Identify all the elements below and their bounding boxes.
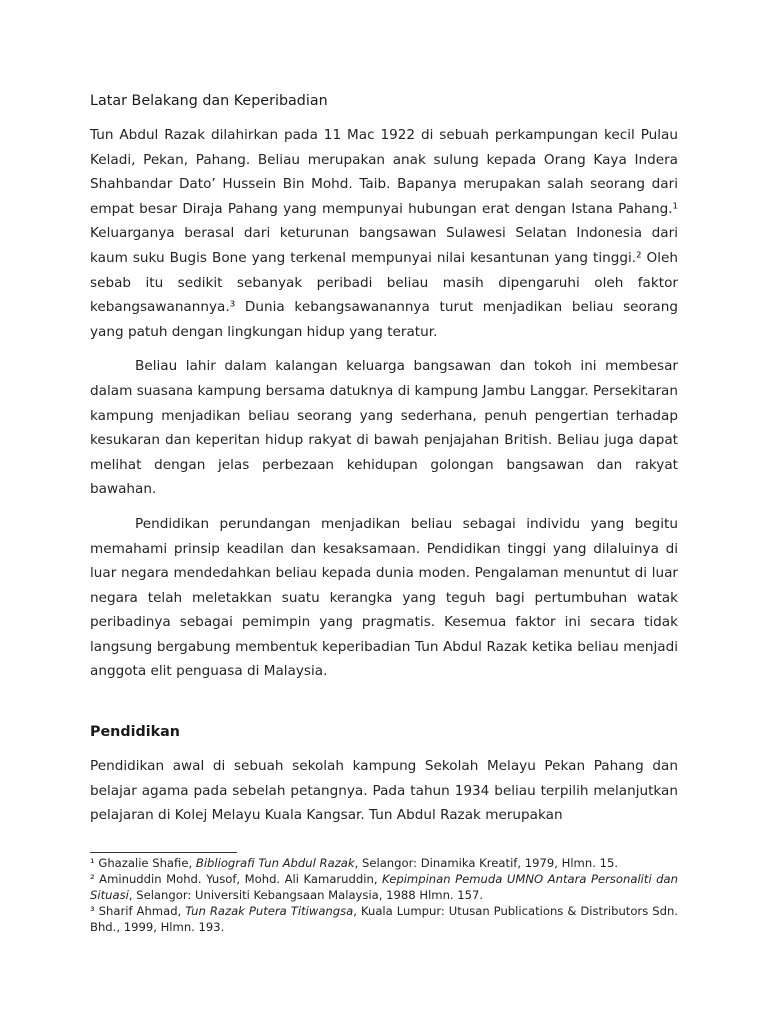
footnote-author: Sharif Ahmad,: [94, 904, 186, 918]
section-heading-education: Pendidikan: [90, 724, 180, 741]
footnote-title: Tun Razak Putera Titiwangsa: [185, 904, 354, 918]
paragraph-text: Keluarganya berasal dari keturunan bangsawan Sulawesi Selatan Indonesia dari kaum suku Bugis Bone yang terkenal mempunyai nilai kesantunan yang tinggi.: [90, 225, 678, 266]
paragraph-text: Oleh sebab itu sedikit sebanyak peribadi beliau masih dipengaruhi oleh faktor kebangsawanannya.: [90, 249, 678, 316]
footnote-publisher: , Selangor: Dinamika Kreatif, 1979, Hlmn. 15.: [354, 856, 619, 870]
footnote-title: Bibliografi Tun Abdul Razak: [195, 856, 355, 870]
document-page: [90, 90, 678, 828]
footnote-3: [90, 903, 678, 935]
footnote-ref-1[interactable]: ¹: [672, 200, 678, 217]
footnote-publisher: , Kuala Lumpur: Utusan Publications & Distributors Sdn. Bhd., 1999, Hlmn. 193.: [90, 904, 678, 934]
body-paragraph-1: [90, 123, 678, 344]
footnote-publisher: , Selangor: Universiti Kebangsaan Malaysia, 1988 Hlmn. 157.: [128, 888, 484, 902]
body-paragraph-2: Beliau lahir dalam kalangan keluarga bangsawan dan tokoh ini membesar dalam suasana kampung bersama datuknya di kampung Jambu Langgar. Persekitaran kampung menjadikan beliau seorang yang sederhana, penuh pengertian terhadap kesukaran dan keperitan hidup rakyat di bawah penjajahan British. Beliau juga dapat melihat dengan jelas perbezaan kehidupan golongan bangsawan dan rakyat bawahan.: [90, 358, 678, 498]
footnote-title: Kepimpinan Pemuda UMNO Antara Personaliti dan Situasi: [90, 872, 678, 902]
footnote-author: Aminuddin Mohd. Yusof, Mohd. Ali Kamaruddin,: [94, 872, 383, 886]
footnote-mark: ³: [90, 904, 95, 918]
footnote-author: Ghazalie Shafie,: [94, 856, 196, 870]
footnote-2: [90, 871, 678, 903]
footnote-1: [90, 855, 678, 871]
footnote-ref-3[interactable]: ³: [229, 299, 236, 316]
section-heading-background: Latar Belakang dan Keperibadian: [90, 93, 328, 109]
footnotes: [90, 852, 678, 935]
footnote-separator: [90, 852, 237, 853]
footnote-ref-2[interactable]: ²: [636, 249, 642, 266]
body-paragraph-education: Pendidikan awal di sebuah sekolah kampung Sekolah Melayu Pekan Pahang dan belajar agama pada sebelah petangnya. Pada tahun 1934 beliau terpilih melanjutkan pelajaran di Kolej Melayu Kuala Kangsar. Tun Abdul Razak merupakan: [90, 758, 678, 824]
footnote-mark: ¹: [90, 856, 95, 870]
paragraph-text: Tun Abdul Razak dilahirkan pada 11 Mac 1922 di sebuah perkampungan kecil Pulau Keladi, Pekan, Pahang. Beliau merupakan anak sulung kepada Orang Kaya Indera Shahbandar Dato’ Hussein Bin Mohd. Taib. Bapanya merupakan salah seorang dari empat besar Diraja Pahang yang mempunyai hubungan erat dengan Istana Pahang.: [90, 127, 678, 217]
body-paragraph-3: Pendidikan perundangan menjadikan beliau sebagai individu yang begitu memahami prinsip keadilan dan kesaksamaan. Pendidikan tinggi yang dilaluinya di luar negara mendedahkan beliau kepada dunia moden. Pengalaman menuntut di luar negara telah meletakkan suatu kerangka yang teguh bagi pertumbuhan watak peribadinya sebagai pemimpin yang pragmatis. Kesemua faktor ini secara tidak langsung bergabung membentuk keperibadian Tun Abdul Razak ketika beliau menjadi anggota elit penguasa di Malaysia.: [90, 515, 678, 680]
paragraph-text: Dunia kebangsawanannya turut menjadikan beliau seorang yang patuh dengan lingkungan hidup yang teratur.: [90, 299, 678, 340]
footnote-mark: ²: [90, 872, 95, 886]
